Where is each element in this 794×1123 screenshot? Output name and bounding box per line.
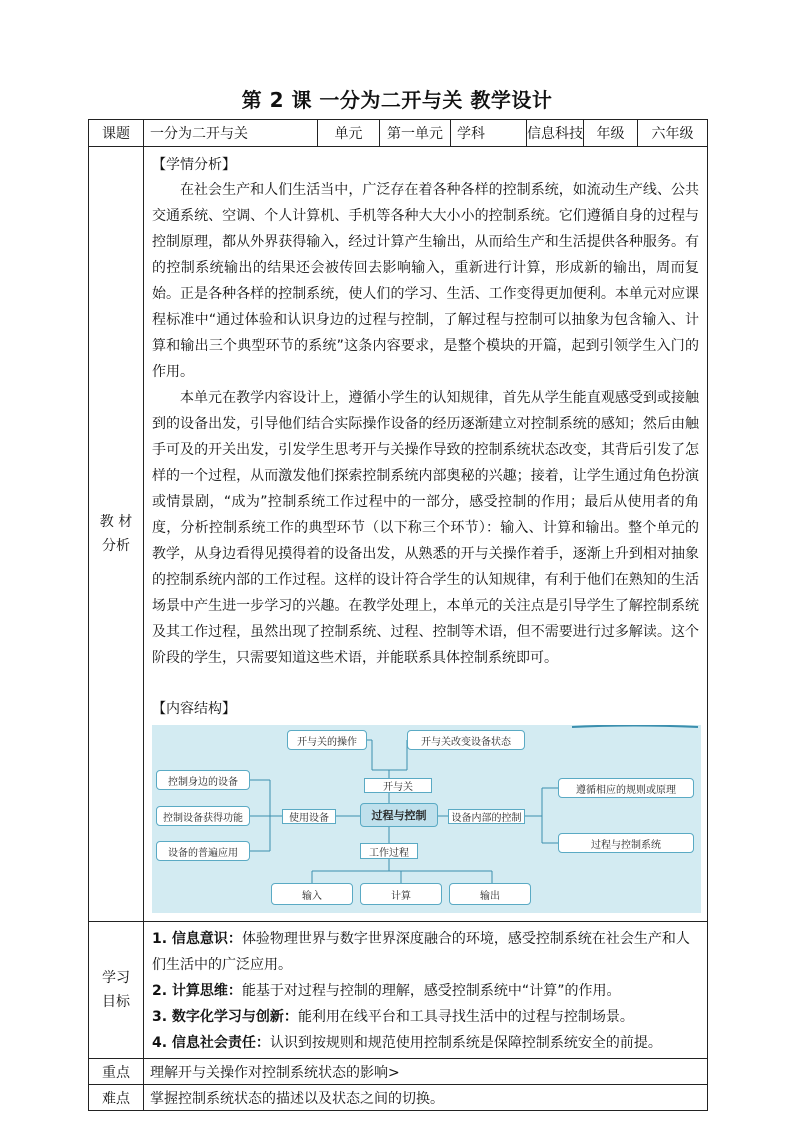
goal-1-head: 1. 信息意识：	[152, 931, 242, 947]
diagram-node-inner-control: 设备内部的控制	[448, 809, 525, 824]
goal-3-text: 能利用在线平台和工具寻找生活中的过程与控制场景。	[297, 1009, 634, 1025]
subject-label: 学科	[451, 120, 527, 147]
diagram-node-input: 输入	[271, 883, 353, 905]
goal-item-3	[152, 1004, 699, 1030]
analysis-paragraph-1: 在社会生产和人们生活当中，广泛存在着各种各样的控制系统，如流动生产线、公共交通系统、空调、个人计算机、手机等各种大大小小的控制系统。它们遵循自身的过程与控制原理，都从外界获得输入，经过计算产生输出，从而给生产和生活提供各种服务。有的控制系统输出的结果还会被传回去影响输入，重新进行计算，形成新的输出，周而复始。正是各种各样的控制系统，使人们的学习、生活、工作变得更加便利。本单元对应课程标准中“通过体验和认识身边的过程与控制，了解过程与控制可以抽象为包含输入、计算和输出三个典型环节的系统”这条内容要求，是整个模块的开篇，起到引领学生入门的作用。	[152, 182, 699, 380]
goals-content	[144, 922, 708, 1059]
content-structure-diagram	[152, 725, 701, 913]
diagram-node-control-nearby: 控制身边的设备	[156, 770, 250, 790]
header-row	[89, 120, 708, 147]
grade-value: 六年级	[638, 120, 708, 147]
page-title: 第 2 课 一分为二开与关 教学设计	[241, 88, 553, 112]
goal-3-head: 3. 数字化学习与创新：	[152, 1009, 298, 1025]
key-point-label: 重点	[89, 1059, 144, 1085]
difficulty-text: 掌握控制系统状态的描述以及状态之间的切换。	[144, 1085, 708, 1111]
lesson-plan-table	[88, 119, 708, 1111]
difficulty-row	[89, 1085, 708, 1111]
goals-label: 学习 目标	[89, 922, 144, 1059]
key-point-row	[89, 1059, 708, 1085]
diagram-node-common-use: 设备的普遍应用	[156, 841, 250, 861]
goal-4-text: 认识到按规则和规范使用控制系统是保障控制系统安全的前提。	[269, 1035, 662, 1051]
diagram-node-on-off-operation: 开与关的操作	[287, 730, 367, 750]
goal-2-head: 2. 计算思维：	[152, 983, 242, 999]
diagram-node-on-off: 开与关	[364, 778, 432, 793]
diagram-node-gain-function: 控制设备获得功能	[156, 806, 250, 826]
goal-1-text: 体验物理世界与数字世界深度融合的环境，感受控制系统在社会生产和人们生活中的广泛应用。	[152, 931, 690, 973]
goal-item-2	[152, 978, 699, 1004]
analysis-content	[144, 147, 708, 922]
unit-label: 单元	[318, 120, 380, 147]
goal-item-4	[152, 1030, 699, 1056]
section-student-analysis-title: 【学情分析】	[152, 157, 236, 173]
key-point-text: 理解开与关操作对控制系统状态的影响>	[144, 1059, 708, 1085]
analysis-label: 教 材 分析	[89, 147, 144, 922]
difficulty-label: 难点	[89, 1085, 144, 1111]
diagram-node-compute: 计算	[360, 883, 442, 905]
diagram-node-process-control: 过程与控制	[360, 803, 438, 827]
topic-value: 一分为二开与关	[144, 120, 318, 147]
analysis-row	[89, 147, 708, 922]
goal-2-text: 能基于对过程与控制的理解，感受控制系统中“计算”的作用。	[241, 983, 621, 999]
diagram-node-work-process: 工作过程	[360, 843, 418, 859]
diagram-node-process-control-system: 过程与控制系统	[558, 833, 694, 853]
goals-row	[89, 922, 708, 1059]
section-content-structure-title: 【内容结构】	[152, 701, 236, 717]
diagram-node-follow-rules: 遵循相应的规则或原理	[558, 778, 694, 798]
diagram-node-use-device: 使用设备	[282, 809, 336, 824]
goal-4-head: 4. 信息社会责任：	[152, 1035, 270, 1051]
goal-item-1	[152, 926, 699, 978]
diagram-node-state-change: 开与关改变设备状态	[407, 730, 525, 750]
unit-value: 第一单元	[380, 120, 451, 147]
grade-label: 年级	[584, 120, 638, 147]
topic-label: 课题	[89, 120, 144, 147]
subject-value: 信息科技	[527, 120, 584, 147]
diagram-node-output: 输出	[449, 883, 531, 905]
analysis-paragraph-2: 本单元在教学内容设计上，遵循小学生的认知规律，首先从学生能直观感受到或接触到的设备出发，引导他们结合实际操作设备的经历逐渐建立对控制系统的感知；然后由触手可及的开关出发，引发学生思考开与关操作导致的控制系统状态改变，其背后引发了怎样的一个过程，从而激发他们探索控制系统内部奥秘的兴趣；接着，让学生通过角色扮演或情景剧，“成为”控制系统工作过程中的一部分，感受控制的作用；最后从使用者的角度，分析控制系统工作的典型环节（以下称三个环节）：输入、计算和输出。整个单元的教学，从身边看得见摸得着的设备出发，从熟悉的开与关操作着手，逐渐上升到相对抽象的控制系统内部的工作过程。这样的设计符合学生的认知规律，有利于他们在熟知的生活场景中产生进一步学习的兴趣。在教学处理上，本单元的关注点是引导学生了解控制系统及其工作过程，虽然出现了控制系统、过程、控制等术语，但不需要进行过多解读。这个阶段的学生，只需要知道这些术语，并能联系具体控制系统即可。	[152, 390, 699, 666]
